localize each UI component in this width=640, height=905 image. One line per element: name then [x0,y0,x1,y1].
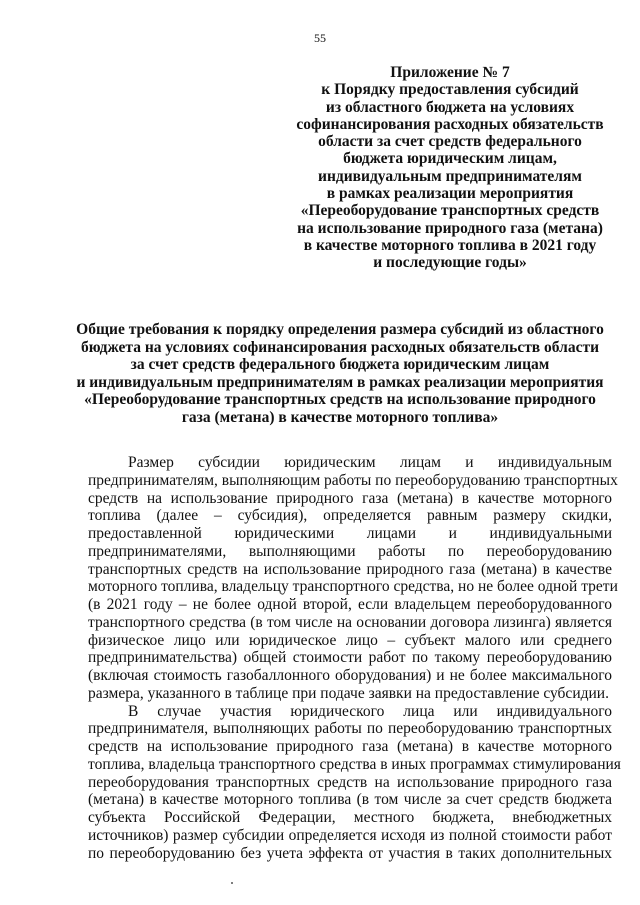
document-title [70,321,610,427]
title-line: и индивидуальным предпринимателям в рамках реализации мероприятия [76,373,604,391]
body-text [88,454,621,862]
text-line: размера, указанного в таблице при подаче заявки на предоставление субсидии. [88,684,609,702]
title-line: за счет средств федерального бюджета юридическим лицам [130,356,550,374]
text-line: предпринимателя, выполняющих работы по переоборудованию транспортных [88,720,612,738]
appendix-line: области за счет средств федерального [318,133,582,151]
text-line: предпринимательства) общей стоимости работ по такому переоборудованию [88,649,612,667]
text-line: топлива (далее – субсидия), определяется равным размеру скидки, [88,507,612,525]
appendix-line: и последующие годы» [373,254,527,272]
text-line: Размер субсидии юридическим лицам и индивидуальным [128,454,612,471]
text-line: транспортных средств на использование природного газа (метана) в качестве [88,560,612,578]
title-line: Общие требования к порядку определения размера субсидий из областного [76,321,604,338]
text-line: предоставленной юридическими лицами и индивидуальными [88,525,612,542]
text-line: предпринимателям, выполняющим работы по переоборудованию транспортных [88,471,618,489]
page-number: 55 [314,31,326,45]
appendix-line: в рамках реализации мероприятия [326,185,574,203]
appendix-line: софинансирования расходных обязательств [296,115,604,133]
text-line: по переоборудованию без учета эффекта от участия в таких дополнительных [88,844,612,862]
title-line: «Переоборудование транспортных средств на использование природного [84,391,596,409]
appendix-line: из областного бюджета на условиях [325,98,575,116]
appendix-line: к Порядку предоставления субсидий [321,81,579,99]
text-line: средств на использование природного газа (метана) в качестве моторного [88,489,612,507]
appendix-line: в качестве моторного топлива в 2021 году [303,236,597,254]
text-line: (в 2021 году – не более одной второй, если владельцем переоборудованного [88,596,612,613]
scan-speck [231,882,233,884]
paragraph-2 [88,702,621,863]
appendix-line: Приложение № 7 [390,64,510,81]
text-line: (метана) в качестве моторного топлива (в том числе за счет средств бюджета [88,791,612,809]
text-line: физическое лицо или юридическое лицо – субъект малого или среднего [88,631,612,649]
text-line: предпринимателями, выполняющими работы по переоборудованию [88,542,612,560]
text-line: переоборудования транспортных средств на использование природного газа [88,773,612,791]
text-line: В случае участия юридического лица или индивидуального [128,702,612,720]
text-line: средств на использование природного газа (метана) в качестве моторного [88,738,612,755]
appendix-line: «Переоборудование транспортных средств [300,202,600,220]
text-line: моторного топлива, владельцу транспортного средства, но не более одной трети [88,578,618,596]
title-line: газа (метана) в качестве моторного топлива» [181,408,499,426]
text-line: источников) размер субсидии определяется исходя из полной стоимости работ [88,826,612,844]
text-line: топлива, владельца транспортного средства в иных программах стимулирования [88,755,621,773]
appendix-line: индивидуальным предпринимателям [318,167,582,185]
title-line: бюджета на условиях софинансирования расходных обязательств области [80,338,600,356]
text-line: субъекта Российской Федерации, местного бюджета, внебюджетных [88,809,612,826]
appendix-header [290,64,610,272]
appendix-line: бюджета юридическим лицам, [343,150,557,168]
appendix-line: на использование природного газа (метана) [297,219,603,237]
text-line: (включая стоимость газобаллонного оборудования) и не более максимального [88,667,612,684]
text-line: транспортного средства (в том числе на основании договора лизинга) является [88,613,612,631]
paragraph-1 [88,454,618,703]
